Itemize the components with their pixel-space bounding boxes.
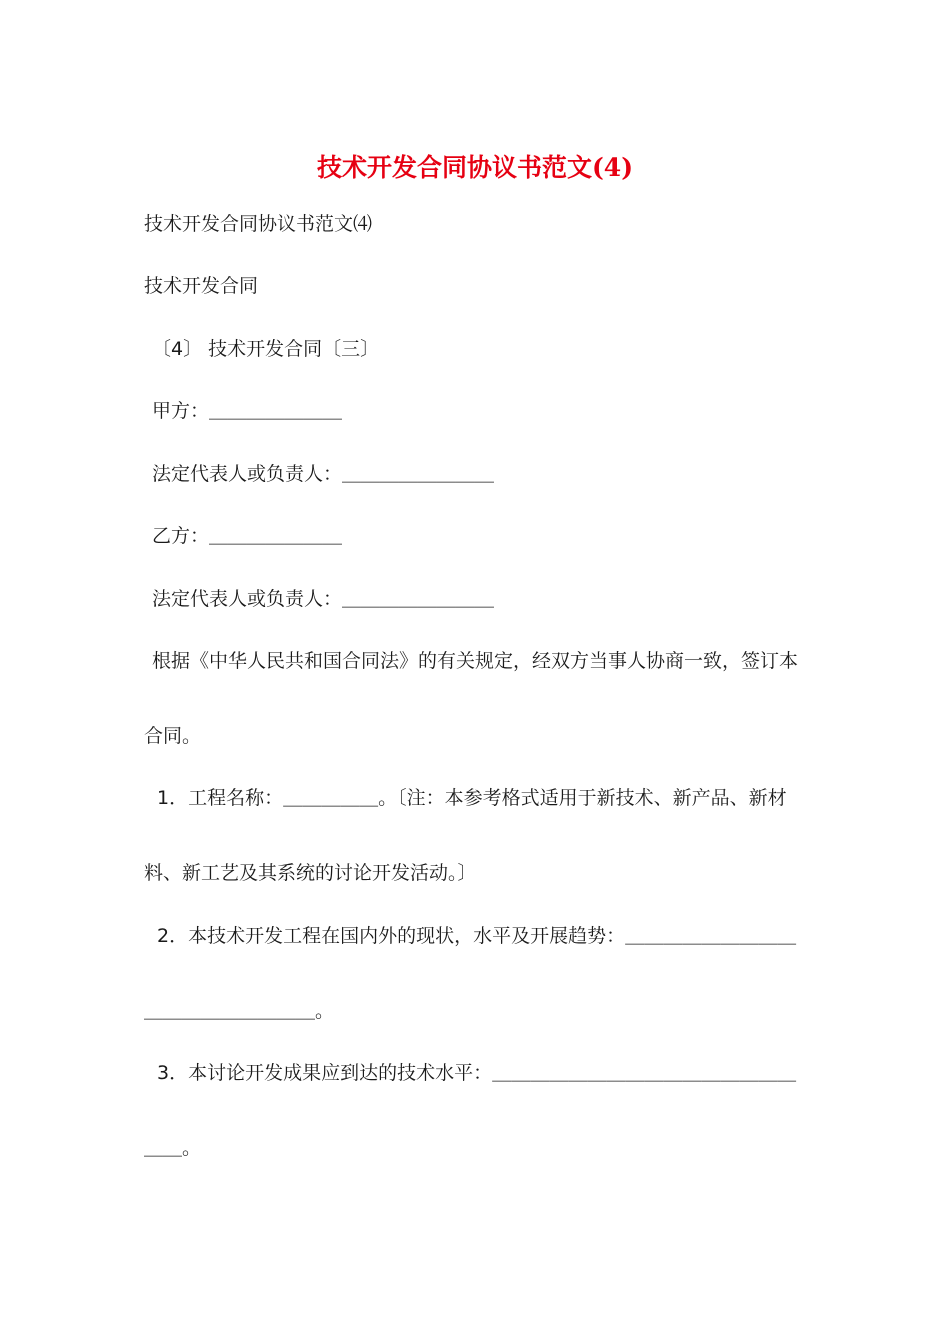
preamble-continuation-line: 合同。	[144, 725, 202, 747]
contract-heading-line: 技术开发合同	[144, 275, 259, 297]
document-title: 技术开发合同协议书范文(4)	[316, 153, 634, 182]
clause-1-continuation-line: 料、新工艺及其系统的讨论开发活动。〕	[144, 862, 477, 884]
party-a-line: 甲方：＿＿＿＿＿＿＿	[152, 400, 343, 422]
clause-3-line: 3．本讨论开发成果应到达的技术水平：＿＿＿＿＿＿＿＿＿＿＿＿＿＿＿＿	[157, 1062, 797, 1084]
party-a-representative-line: 法定代表人或负责人：＿＿＿＿＿＿＿＿	[152, 463, 495, 485]
clause-3-continuation-line: ＿＿。	[144, 1137, 202, 1159]
party-b-representative-line: 法定代表人或负责人：＿＿＿＿＿＿＿＿	[152, 588, 495, 610]
section-heading-line: 〔4〕 技术开发合同〔三〕	[152, 338, 380, 360]
doc-subtitle-line: 技术开发合同协议书范文⑷	[144, 213, 373, 235]
preamble-line: 根据《中华人民共和国合同法》的有关规定，经双方当事人协商一致，签订本	[152, 650, 799, 672]
clause-1-line: 1．工程名称：＿＿＿＿＿。〔注：本参考格式适用于新技术、新产品、新材	[157, 787, 787, 809]
clause-2-line: 2．本技术开发工程在国内外的现状，水平及开展趋势：＿＿＿＿＿＿＿＿＿	[157, 925, 797, 947]
party-b-line: 乙方：＿＿＿＿＿＿＿	[152, 525, 343, 547]
clause-2-continuation-line: ＿＿＿＿＿＿＿＿＿。	[144, 1000, 335, 1022]
